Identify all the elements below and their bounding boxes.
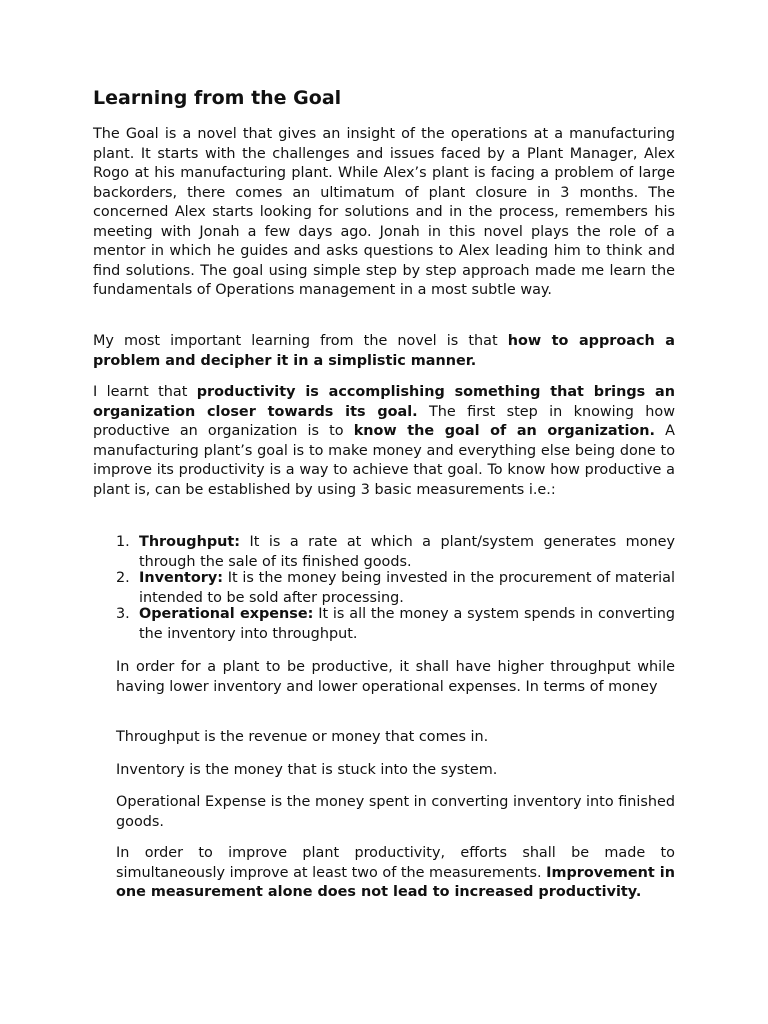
list-term: Throughput: — [139, 534, 241, 550]
text: My most important learning from the novel is that — [93, 333, 508, 349]
text: The first step in knowing how productive an organization is to — [93, 403, 675, 439]
bold-text: know the goal of an organization. — [353, 423, 656, 439]
paragraph-learning — [93, 332, 675, 371]
paragraph-intro: The Goal is a novel that gives an insight of the operations at a manufacturing plant. It starts with the challenges and issues faced by a Plant Manager, Alex Rogo at his manufacturing plant. While Alex’s plant is facing a problem of large backorders, there comes an ultimatum of plant closure in 3 months. The concerned Alex starts looking for solutions and in the process, remembers his meeting with Jonah a few days ago. Jonah in this novel plays the role of a mentor in which he guides and asks questions to Alex leading him to think and find solutions. The goal using simple step by step approach made me learn the fundamentals of Operations management in a most subtle way. — [93, 126, 675, 298]
paragraph-operational-expense: Operational Expense is the money spent in converting inventory into finished goods. — [116, 794, 675, 830]
paragraph-inventory: Inventory is the money that is stuck into the system. — [116, 762, 498, 778]
measurements-list — [116, 533, 675, 642]
paragraph-throughput: Throughput is the revenue or money that comes in. — [116, 729, 489, 745]
text: In order to improve plant productivity, efforts shall be made to simultaneously improve at least two of the measurements. — [116, 845, 675, 881]
list-number: 3. — [116, 606, 130, 622]
list-term: Inventory: — [139, 570, 223, 586]
list-item — [116, 569, 675, 608]
bold-text: how to approach a problem and decipher it in a simplistic manner. — [93, 333, 675, 369]
bold-text: Improvement in one measurement alone does not lead to increased productivity. — [116, 864, 675, 900]
list-text: It is the money being invested in the procurement of material intended to be sold after processing. — [139, 570, 675, 606]
list-text: It is a rate at which a plant/system generates money through the sale of its finished goods. — [139, 534, 675, 570]
page-title: Learning from the Goal — [93, 87, 342, 109]
list-text: It is all the money a system spends in converting the inventory into throughput. — [139, 606, 675, 642]
text: A manufacturing plant’s goal is to make money and everything else being done to improve its productivity is a way to achieve that goal. To know how productive a plant is, can be established by using 3 basic measurements i.e.: — [93, 423, 676, 498]
list-number: 1. — [116, 534, 130, 550]
paragraph-productivity — [93, 383, 675, 500]
list-item — [116, 533, 675, 572]
text: I learnt that — [93, 384, 197, 400]
bold-text: productivity is accomplishing something that brings an organization closer towards its goal. — [93, 384, 675, 420]
list-term: Operational expense: — [139, 606, 314, 622]
list-number: 2. — [116, 570, 130, 586]
paragraph-improve-productivity — [116, 844, 675, 903]
list-item — [116, 605, 675, 644]
paragraph-productive-plant: In order for a plant to be productive, it shall have higher throughput while having lower inventory and lower operational expenses. In terms of money — [116, 659, 675, 695]
